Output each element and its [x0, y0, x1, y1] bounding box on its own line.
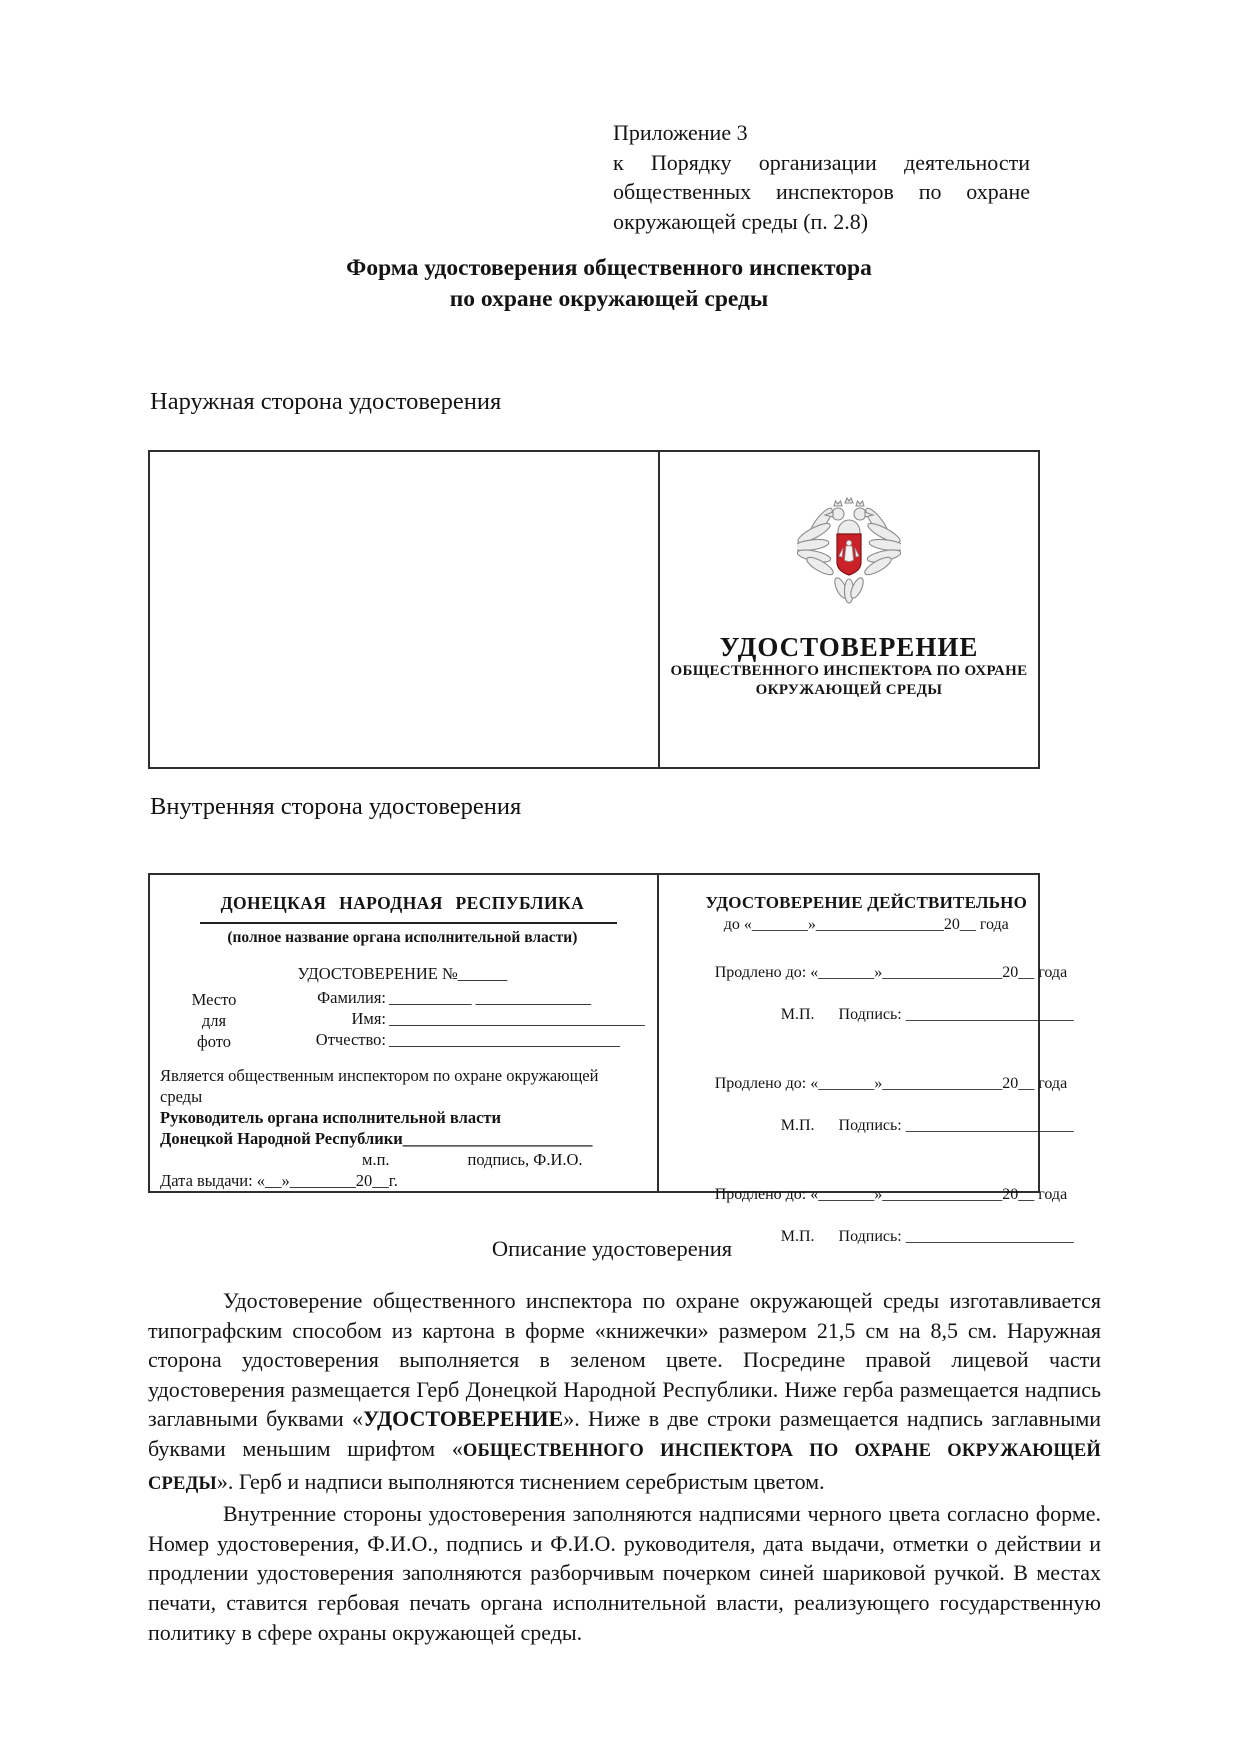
outer-card-front — [660, 452, 1038, 767]
firstname-label: Имя: — [351, 1009, 386, 1028]
outer-side-heading: Наружная сторона удостоверения — [150, 388, 502, 415]
renewal-until-line: Продлено до: «_______»_______________20__ года — [714, 1075, 1068, 1092]
signature-name-label: подпись, Ф.И.О. — [467, 1150, 583, 1169]
seal-place-label: м.п. — [362, 1150, 390, 1169]
description-p1-boldcaps-phrase: ОБЩЕСТВЕННОГО ИНСПЕКТОРА ПО ОХРАНЕ ОКРУЖАЮЩЕЙ СРЕДЫ — [148, 1440, 1101, 1494]
description-p1-text: Удостоверение общественного инспектора по охране окружающей среды изготавливается типографским способом из картона в форме «книжечки» размером 21,5 см на 8,5 см. Наружная сторона удостоверения выполняется в зеленом цвете. Посредине правой лицевой части удостоверения размещается Герб Донецкой Народной Республики. Ниже герба размещается надпись заглавными буквами « — [148, 1288, 1101, 1432]
renewal-block-1 — [659, 962, 1074, 1046]
description-heading: Описание удостоверения — [491, 1236, 733, 1261]
document-title-line-2: по охране окружающей среды — [449, 286, 769, 312]
description-paragraph-2: Внутренние стороны удостоверения заполняются надписями черного цвета согласно форме. Номер удостоверения, Ф.И.О., подпись и Ф.И.О. руководителя, дата выдачи, отметки о действии и продлении удостоверения заполняются разборчивым почерком синей шариковой ручкой. В местах печати, ставится гербовая печать органа исполнительной власти, реализующего государственную политику в сфере охраны окружающей среды. — [148, 1501, 1101, 1645]
name-fields — [268, 987, 645, 1052]
inner-card-left-page — [150, 875, 659, 1191]
outer-card-left-blank — [150, 452, 660, 767]
outer-card-subtitle-2: ОКРУЖАЮЩЕЙ СРЕДЫ — [755, 682, 943, 698]
org-name-line — [200, 922, 617, 924]
photo-word-1: Место — [191, 990, 237, 1009]
renewal-seal-label: М.П. — [780, 1117, 815, 1134]
authority-head-line-1: Руководитель органа исполнительной власти — [160, 1108, 502, 1127]
renewal-seal-label: М.П. — [780, 1006, 815, 1023]
description-p1-text: ». Ниже в две строки размещается надпись заглавными буквами меньшим шрифтом « — [148, 1406, 1102, 1461]
firstname-blank: _______________________________ — [389, 1009, 645, 1028]
validity-title: УДОСТОВЕРЕНИЕ ДЕЙСТВИТЕЛЬНО — [705, 893, 1028, 912]
seal-signature-row — [160, 1150, 645, 1170]
renewal-seal-signature-line — [715, 1094, 1074, 1157]
certificate-outer-side — [148, 450, 1040, 769]
document-title-line-1: Форма удостоверения общественного инспектора — [346, 255, 872, 281]
dnr-coat-of-arms-icon — [797, 496, 901, 606]
photo-word-2: для — [201, 1011, 227, 1030]
renewal-seal-signature-line — [715, 983, 1074, 1046]
patronymic-label: Отчество: — [315, 1030, 386, 1049]
renewal-seal-label: М.П. — [780, 1228, 815, 1245]
authority-head-line-2: Донецкой Народной Республики_______________________ — [160, 1129, 593, 1148]
firstname-field-row — [268, 1008, 645, 1029]
certificate-number-line: УДОСТОВЕРЕНИЕ №______ — [297, 964, 508, 983]
renewal-signature-label: Подпись: _____________________ — [838, 1006, 1074, 1023]
valid-until-line: до «_______»________________20__ года — [723, 916, 1009, 933]
appendix-annotation — [613, 118, 1030, 236]
outer-card-subtitle-1: ОБЩЕСТВЕННОГО ИНСПЕКТОРА ПО ОХРАНЕ — [670, 663, 1028, 679]
inspector-role-text: Является общественным инспектором по охране окружающей среды — [160, 1066, 599, 1106]
certificate-inner-side — [148, 873, 1074, 1245]
country-name: ДОНЕЦКАЯ НАРОДНАЯ РЕСПУБЛИКА — [220, 893, 585, 913]
description-paragraph-1 — [148, 1286, 1101, 1499]
document-title — [0, 253, 1218, 315]
outer-card-title: УДОСТОВЕРЕНИЕ — [719, 632, 979, 662]
description-p1-bold-word: УДОСТОВЕРЕНИЕ — [363, 1406, 564, 1432]
surname-blank: __________ ______________ — [389, 988, 592, 1007]
patronymic-blank: ____________________________ — [389, 1030, 620, 1049]
inner-side-heading: Внутренняя сторона удостоверения — [150, 793, 522, 820]
renewal-signature-label: Подпись: _____________________ — [838, 1228, 1074, 1245]
photo-and-name-fields — [160, 987, 645, 1052]
renewal-signature-label: Подпись: _____________________ — [838, 1117, 1074, 1134]
renewal-until-line: Продлено до: «_______»_______________20__ года — [714, 1186, 1068, 1203]
photo-placeholder — [160, 987, 268, 1052]
org-name-caption: (полное название органа исполнительной власти) — [227, 929, 578, 946]
appendix-line-1: Приложение 3 — [613, 120, 748, 145]
photo-word-3: фото — [197, 1032, 231, 1051]
surname-field-row — [268, 987, 645, 1008]
inner-card-right-page — [659, 875, 1074, 1245]
renewal-block-2 — [659, 1073, 1074, 1157]
appendix-line-2: к Порядку организации деятельности общественных инспекторов по охране окружающей среды (п. 2.8) — [613, 149, 1030, 234]
patronymic-field-row — [268, 1029, 645, 1050]
renewal-until-line: Продлено до: «_______»_______________20__ года — [714, 964, 1068, 981]
surname-label: Фамилия: — [317, 988, 386, 1007]
description-body — [148, 1286, 1101, 1647]
issue-date-line: Дата выдачи: «__»________20__г. — [160, 1171, 398, 1190]
description-p1-text: ». Герб и надписи выполняются тиснением серебристым цветом. — [216, 1468, 825, 1494]
